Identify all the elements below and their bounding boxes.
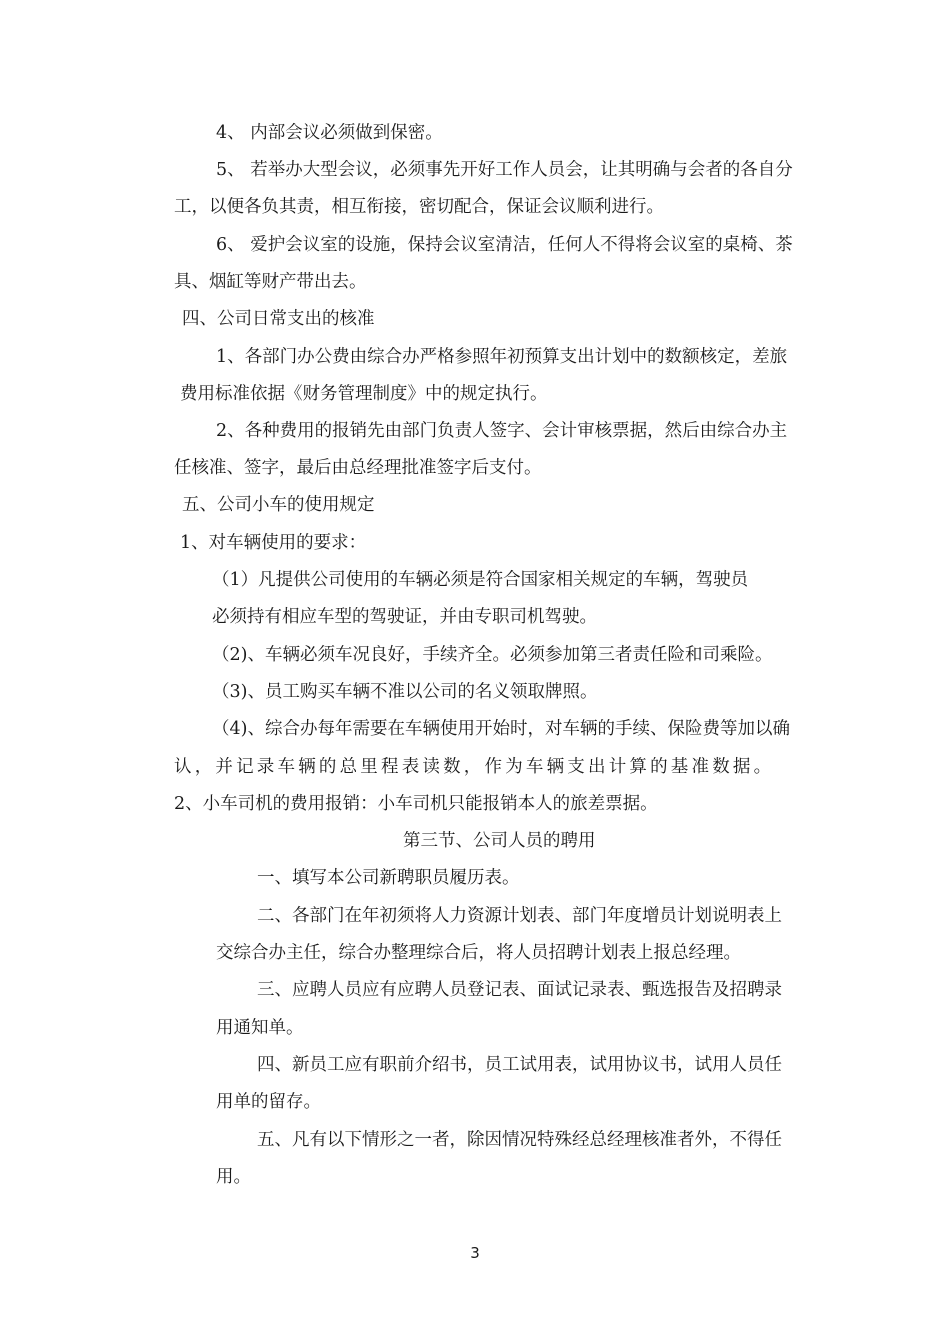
text-line: 三、应聘人员应有应聘人员登记表、面试记录表、甄选报告及招聘录 — [257, 980, 782, 1000]
text-line: （3)、员工购买车辆不准以公司的名义领取牌照。 — [212, 682, 598, 702]
text-line: 一、填写本公司新聘职员履历表。 — [257, 868, 520, 888]
text-line: 必须持有相应车型的驾驶证，并由专职司机驾驶。 — [212, 607, 597, 627]
text-line: 2、各种费用的报销先由部门负责人签字、会计审核票据，然后由综合办主 — [216, 421, 788, 441]
text-line: 1、各部门办公费由综合办严格参照年初预算支出计划中的数额核定，差旅 — [216, 347, 788, 367]
text-line: 6、 爱护会议室的设施，保持会议室清洁，任何人不得将会议室的桌椅、茶 — [216, 235, 793, 255]
text-line: 1、对车辆使用的要求： — [180, 533, 367, 553]
text-line: 二、各部门在年初须将人力资源计划表、部门年度增员计划说明表上 — [257, 906, 782, 926]
section-heading: 五、公司小车的使用规定 — [182, 495, 375, 515]
text-line: 2、小车司机的费用报销：小车司机只能报销本人的旅差票据。 — [174, 794, 658, 814]
text-line: 用。 — [216, 1167, 251, 1187]
text-line: 五、凡有以下情形之一者，除因情况特殊经总经理核准者外，不得任 — [257, 1130, 782, 1150]
text-line: 5、 若举办大型会议，必须事先开好工作人员会，让其明确与会者的各自分 — [216, 160, 793, 180]
text-line: 具、烟缸等财产带出去。 — [174, 272, 367, 292]
text-line: 四、新员工应有职前介绍书，员工试用表，试用协议书，试用人员任 — [257, 1055, 782, 1075]
chapter-heading: 第三节、公司人员的聘用 — [403, 831, 596, 851]
page-number: 3 — [470, 1244, 480, 1262]
section-heading: 四、公司日常支出的核准 — [182, 309, 375, 329]
text-line: （4)、综合办每年需要在车辆使用开始时，对车辆的手续、保险费等加以确 — [212, 719, 790, 739]
text-line: 4、 内部会议必须做到保密。 — [216, 123, 443, 143]
text-line: 交综合办主任，综合办整理综合后，将人员招聘计划表上报总经理。 — [216, 943, 741, 963]
text-line: （1）凡提供公司使用的车辆必须是符合国家相关规定的车辆，驾驶员 — [212, 570, 749, 590]
text-line: 用通知单。 — [216, 1018, 304, 1038]
text-line: 用单的留存。 — [216, 1092, 321, 1112]
text-line: （2)、车辆必须车况良好，手续齐全。必须参加第三者责任险和司乘险。 — [212, 645, 773, 665]
text-line: 工，以便各负其责，相互衔接，密切配合，保证会议顺利进行。 — [174, 197, 664, 217]
text-line: 任核准、签字，最后由总经理批准签字后支付。 — [174, 458, 542, 478]
text-line: 认，并记录车辆的总里程表读数，作为车辆支出计算的基准数据。 — [174, 757, 775, 777]
text-line: 费用标准依据《财务管理制度》中的规定执行。 — [180, 384, 548, 404]
